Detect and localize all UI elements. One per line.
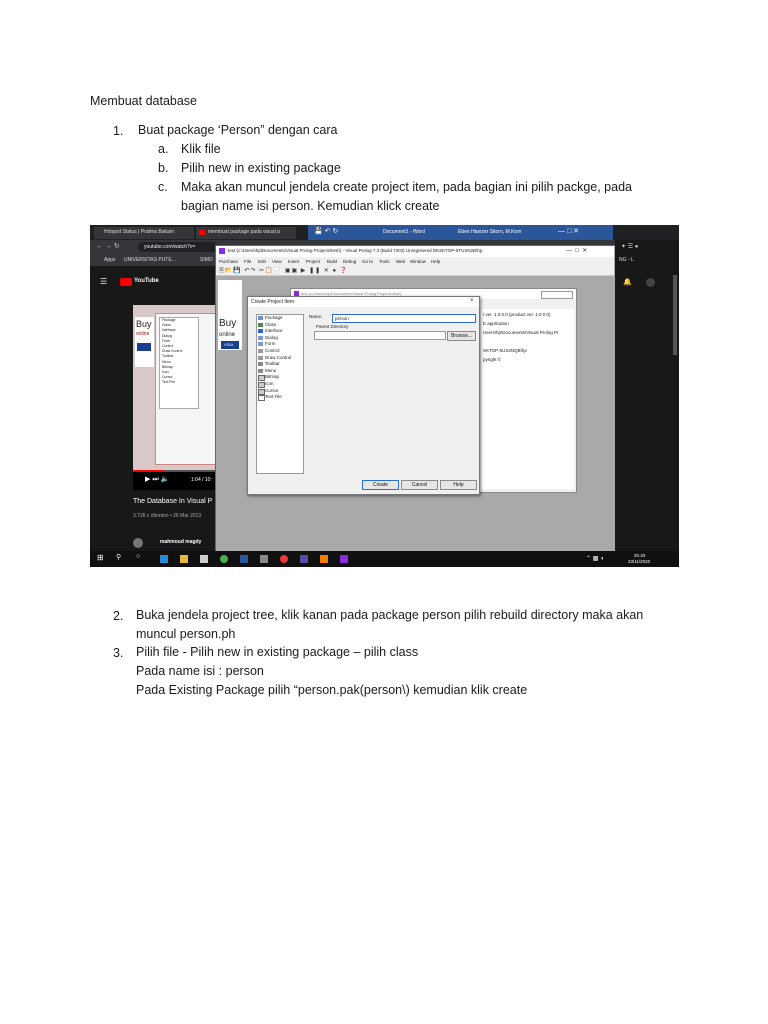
dialog-title: Create Project Item [251,299,295,305]
video-player[interactable] [133,305,220,480]
menu-icon[interactable]: ☰ [100,277,108,286]
list-item: Dialog [162,333,172,338]
bookmark-apps[interactable]: Apps [104,257,116,263]
list-item-class[interactable] [257,322,303,329]
bookmark-simo[interactable]: SIMO [200,257,213,263]
task-view-icon[interactable]: ○ [136,553,141,560]
vp-title: test (c:\Users\hp\Documents\Visual Prolog Projects\test\) - Visual Prolog 7.3 (Build 7303) Unregistered DESKTOP-5TUSN2B\hp [228,248,483,253]
menu-file[interactable]: File [244,259,252,264]
toolbar-icons[interactable]: 🗎📂💾 ↶↷ ✂📋📄 ▣▣ ▶ ❚❚ ✕ ● ❓ [219,268,349,274]
info-line: t ver. 1.0.0.0 (product ver. 1.0.0.0) [483,312,551,317]
youtube-logo-text: YouTube [134,278,159,284]
list-item: Interface [162,328,176,333]
toolbar-icon [258,362,263,366]
sublist-letter: c. [158,180,168,194]
bookmark-university[interactable]: UNIVERSITAS PUTE... [124,257,176,263]
dialog-close-icon[interactable]: × [470,298,474,304]
list-item-text: Buat package ‘Person” dengan cara [138,123,338,137]
list-item-label: Control [265,347,280,353]
taskbar-app-icon[interactable] [260,555,268,563]
parent-directory-label: Parent Directory [316,324,349,329]
list-item-label: Bitmap [265,374,280,380]
windows-taskbar [90,551,679,567]
interface-icon [258,329,263,333]
menu-tools[interactable]: Tools [379,259,390,264]
ad-subtext: online [136,331,150,337]
list-item-label: Cursor [265,387,279,393]
dialog-title-bar [248,297,479,307]
menu-debug[interactable]: Debug [343,259,357,264]
video-meta: 3.726 x ditonton • 26 Mar 2013 [133,513,202,519]
info-line: pyright © [483,357,502,362]
draw-control-icon [258,356,263,360]
vp-app-icon [219,248,225,254]
list-item-label: Dialog [265,334,278,340]
create-button[interactable]: Create [362,480,399,490]
list-item-text: Pilih file - Pilih new in existing package – pilih class [136,645,419,659]
browser-tab [94,227,194,239]
control-icon [258,349,263,353]
sublist-item-text: Klik file [181,142,221,156]
list-item-label: Package [265,315,283,320]
vp-toolbar [216,266,614,276]
menu-purchase[interactable]: Purchase [219,259,239,264]
visa-card-icon [137,343,151,351]
play-icon[interactable]: ▶ ⏭ 🔈 [145,476,170,483]
clock-time: 20.33 [634,553,646,558]
list-item: Cursor [162,375,173,380]
list-item: Class [162,323,171,328]
taskbar-app-icon[interactable] [180,555,188,563]
tab-label: Hotspot Status | Pratma Bakam [104,229,174,235]
list-item-label: Toolbar [265,361,280,367]
info-line: E application [483,321,509,326]
scrollbar[interactable] [673,275,677,355]
video-progress-bar[interactable] [133,470,220,472]
menu-edit[interactable]: Edit [258,259,266,264]
document-heading: Membuat database [90,94,198,108]
taskbar-app-icon[interactable] [200,555,208,563]
nav-arrows-icon[interactable]: ← → ↻ [96,243,120,250]
list-item-label: Form [265,341,276,347]
ad-text: Buy [219,318,237,329]
list-item: Toolbar [162,354,174,359]
name-label: Name: [309,314,323,319]
vp-window-controls-icon[interactable]: — □ ✕ [566,248,588,254]
menu-project[interactable]: Project [306,259,321,264]
list-item-label: Icon [265,380,274,386]
name-value: person [335,316,349,321]
word-title-bar [308,225,613,240]
vp-title-bar [216,246,614,257]
taskbar-app-icon[interactable] [340,555,348,563]
list-item: Form [162,338,171,343]
list-item-label: Interface [265,328,283,334]
list-item-menu[interactable] [257,368,303,375]
taskbar-app-icon[interactable] [220,555,228,563]
search-icon[interactable]: ⚲ [116,554,122,561]
clock-date: 23/11/2020 [628,559,651,564]
package-icon [258,316,263,320]
list-item-icon[interactable] [257,381,303,388]
channel-avatar[interactable] [133,538,143,548]
account-avatar[interactable] [646,278,655,287]
ad-banner [135,317,154,367]
word-quick-access-icons[interactable]: 💾 ↶ ↻ [314,228,339,235]
list-item: Draw Control [162,349,183,354]
bg-dialog-list [159,317,199,409]
word-user: Eben Haeizer Sitorn, M.Kom [458,229,522,235]
browse-button[interactable]: Browse... [447,331,476,341]
ad-panel [218,280,242,350]
list-item-control[interactable] [257,348,303,355]
list-item-dialog[interactable] [257,335,303,342]
youtube-logo[interactable] [120,278,132,286]
notification-bell-icon[interactable]: 🔔 [623,279,632,286]
list-item-interface[interactable] [257,328,303,335]
class-icon [258,323,263,327]
list-item-draw-control[interactable] [257,355,303,362]
menu-window[interactable]: Window [410,259,427,264]
list-item-bitmap[interactable] [257,374,303,381]
project-info-panel [481,309,574,489]
help-button[interactable]: Help [440,480,477,490]
list-item-label: Text File [265,394,282,400]
right-tab-label: NG - L [619,257,634,263]
vp-menu-bar [216,257,614,266]
extensions-icons[interactable]: ✦ ☰ ● [621,244,639,250]
window-controls-icon[interactable]: — □ ✕ [558,228,579,235]
name-field[interactable] [332,314,476,323]
menu-web[interactable]: Web [396,259,406,264]
list-item: Bitmap [162,364,173,369]
list-item: Control [162,344,174,349]
list-item-text-continuation: Pada Existing Package pilih “person.pak(person\) kemudian klik create [136,683,528,697]
sublist-letter: b. [158,161,169,175]
sublist-item-text: Pilih new in existing package [181,161,341,175]
menu-help[interactable]: Help [431,259,441,264]
create-project-item-dialog [247,296,480,495]
cancel-button[interactable]: Cancel [401,480,438,490]
list-number: 2. [113,609,124,623]
taskbar-app-icon[interactable] [280,555,288,563]
sublist-item-continuation: bagian name isi person. Kemudian klick create [181,199,440,213]
text-file-icon [258,395,265,401]
word-title: Document1 - Word [383,229,425,235]
item-type-list[interactable] [256,314,304,474]
list-item-toolbar[interactable] [257,361,303,368]
channel-name[interactable]: mahmoud magdy [160,539,202,545]
menu-build[interactable]: Build [327,259,338,264]
video-title: The Database In Visual P [133,498,213,505]
menu-item-icon [258,369,263,373]
browser-tab-active [196,227,296,239]
taskbar-app-icon[interactable] [300,555,308,563]
address-text: youtube.com/watch?v= [144,244,196,250]
menu-insert[interactable]: Insert [288,259,300,264]
list-item: Package [162,318,176,322]
youtube-favicon-icon [199,230,205,235]
list-item-text-continuation: muncul person.ph [136,627,236,641]
info-line: Users\hp\Documents\Visual Prolog Pr [483,330,559,335]
list-item: Menu [162,359,171,364]
video-controls [133,470,220,490]
video-time: 1:04 / 10: [191,477,212,483]
taskbar-app-icon[interactable] [160,555,168,563]
project-window-controls-icon[interactable] [541,291,573,299]
list-item-package[interactable] [257,315,303,322]
list-item-form[interactable] [257,341,303,348]
list-number: 3. [113,646,124,660]
taskbar-app-icon[interactable] [320,555,328,563]
list-item-text-continuation: Pada name isi : person [136,664,264,678]
sublist-letter: a. [158,142,169,156]
list-item-label: Class [265,321,277,327]
list-item-label: Menu [265,367,277,373]
list-item-cursor[interactable] [257,388,303,395]
start-icon[interactable]: ⊞ [97,553,104,562]
list-item-text: Buka jendela project tree, klik kanan pada package person pilih rebuild directory maka akan [136,608,644,622]
parent-directory-field[interactable] [314,331,446,340]
list-number: 1. [113,124,124,138]
project-title: test (c:\Users\hp\Documents\Visual Prolog Projects\test\) [301,291,402,296]
right-browser-area [615,240,679,551]
list-item-text-file[interactable] [257,394,303,401]
visa-text: VISA [224,342,234,347]
menu-goto[interactable]: Go to [362,259,374,264]
embedded-screenshot [90,225,679,567]
visa-card-icon [221,341,239,349]
ad-text: Buy [136,319,152,329]
dialog-icon [258,336,263,340]
menu-view[interactable]: View [272,259,282,264]
info-line: SKTOP-5US2NQB\hp [483,348,527,353]
list-item: Icon [162,370,169,375]
list-item-label: Draw Control [265,354,292,360]
tab-label: membuat package pada visual p [208,229,280,235]
taskbar-app-icon[interactable] [240,555,248,563]
form-icon [258,342,263,346]
system-tray-icons[interactable]: ⌃ ▩ ◑ [586,556,604,562]
list-item: Text File [162,380,176,385]
address-field[interactable] [138,242,218,252]
ad-subtext: online [219,332,236,338]
sublist-item-text: Maka akan muncul jendela create project item, pada bagian ini pilih packge, pada [181,180,632,194]
